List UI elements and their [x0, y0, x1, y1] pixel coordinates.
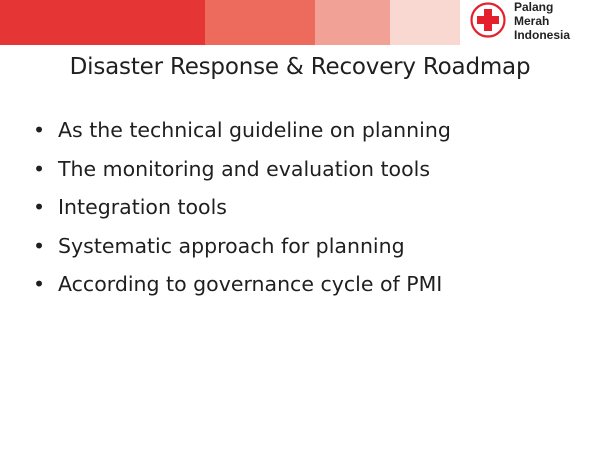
- bullet-text: Systematic approach for planning: [58, 233, 405, 258]
- bullet-text: According to governance cycle of PMI: [58, 272, 443, 296]
- band-segment-3: [315, 0, 390, 45]
- logo-line-2: Merah: [514, 14, 550, 28]
- bullet-dot-icon: •: [33, 272, 46, 296]
- bullet-dot-icon: •: [33, 195, 46, 219]
- logo-line-1: Palang: [514, 0, 554, 14]
- slide-title: Disaster Response & Recovery Roadmap: [69, 54, 531, 80]
- band-segment-1: [0, 0, 205, 45]
- red-cross-icon: [470, 2, 506, 38]
- bullet-dot-icon: •: [33, 156, 46, 181]
- band-segment-4: [390, 0, 460, 45]
- bullet-dot-icon: •: [33, 233, 46, 258]
- logo-wordmark: [514, 0, 570, 42]
- header-color-band: [0, 0, 460, 45]
- bullet-dot-icon: •: [33, 118, 46, 142]
- band-segment-2: [205, 0, 315, 45]
- bullet-text: As the technical guideline on planning: [58, 118, 451, 142]
- logo-line-3: Indonesia: [514, 28, 571, 42]
- bullet-text: Integration tools: [58, 195, 227, 219]
- bullet-text: The monitoring and evaluation tools: [58, 156, 430, 181]
- pmi-logo: [466, 0, 600, 45]
